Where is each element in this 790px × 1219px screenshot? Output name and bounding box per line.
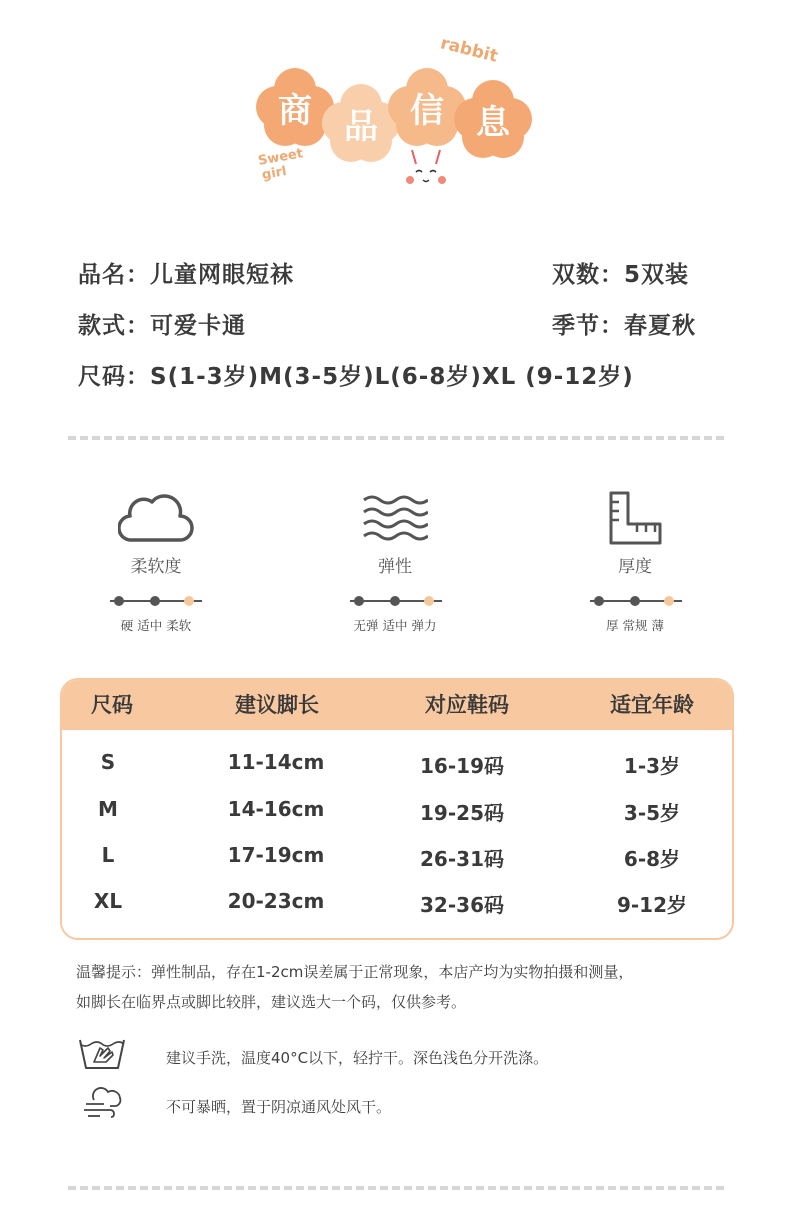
tip-line-2: 如脚长在临界点或脚比较胖，建议选大一个码，仅供参考。 <box>76 993 467 1011</box>
table-header-cell: 建议脚长 <box>235 693 319 717</box>
divider <box>68 436 724 440</box>
size-table <box>60 678 734 940</box>
table-cell: 20-23cm <box>227 889 325 913</box>
table-cell: 11-14cm <box>227 750 325 774</box>
feature-label-softness: 柔软度 <box>130 557 182 577</box>
deco-girl-text: girl <box>260 163 288 184</box>
product-style: 款式：可爱卡通 <box>78 313 246 339</box>
product-season: 季节：春夏秋 <box>552 313 696 339</box>
table-header-cell: 对应鞋码 <box>425 693 509 717</box>
deco-rabbit-text: rabbit <box>438 33 500 67</box>
thickness-scale <box>590 594 682 608</box>
waves-icon <box>362 494 428 542</box>
softness-scale <box>110 594 202 608</box>
elasticity-scale <box>350 594 442 608</box>
feature-label-elasticity: 弹性 <box>378 557 412 577</box>
table-cell: 19-25码 <box>420 801 504 825</box>
care-wash-text: 建议手洗，温度40°C以下，轻拧干。深色浅色分开洗涤。 <box>166 1049 549 1067</box>
table-cell: 6-8岁 <box>623 847 681 871</box>
table-cell: 32-36码 <box>420 893 504 917</box>
title-flower-4 <box>454 80 532 158</box>
table-cell: 17-19cm <box>227 843 325 867</box>
table-cell: L <box>101 843 115 867</box>
ruler-icon <box>608 490 664 546</box>
cloud-icon <box>118 490 194 546</box>
product-name: 品名：儿童网眼短袜 <box>78 262 294 288</box>
table-cell: 14-16cm <box>227 797 325 821</box>
tip-line-1: 温馨提示：弹性制品，存在1-2cm误差属于正常现象，本店产均为实物拍摄和测量， <box>76 963 634 981</box>
hand-wash-icon <box>78 1036 126 1072</box>
care-dry-text: 不可暴晒，置于阴凉通风处风干。 <box>166 1098 392 1116</box>
shade-dry-icon <box>82 1084 124 1120</box>
table-cell: S <box>100 750 116 774</box>
table-header <box>62 680 732 730</box>
thickness-scale-text: 厚 常规 薄 <box>606 618 664 633</box>
title-char: 信 <box>410 90 444 131</box>
table-cell: 9-12岁 <box>616 893 688 917</box>
product-sizes: 尺码：S(1-3岁)M(3-5岁)L(6-8岁)XL (9-12岁) <box>78 364 634 390</box>
table-cell: M <box>98 797 118 821</box>
elasticity-scale-text: 无弹 适中 弹力 <box>353 618 437 633</box>
table-cell: 3-5岁 <box>623 801 681 825</box>
table-cell: XL <box>93 889 123 913</box>
table-header-cell: 适宜年龄 <box>610 693 694 717</box>
table-cell: 26-31码 <box>420 847 504 871</box>
table-header-cell: 尺码 <box>91 693 133 717</box>
feature-label-thickness: 厚度 <box>618 557 652 577</box>
bunny-face-icon <box>396 146 456 194</box>
table-cell: 16-19码 <box>420 754 504 778</box>
divider-bottom <box>68 1186 724 1190</box>
title-char: 商 <box>278 90 312 131</box>
pair-count: 双数：5双装 <box>552 262 690 288</box>
table-cell: 1-3岁 <box>623 754 681 778</box>
title-char: 息 <box>476 102 510 143</box>
softness-scale-text: 硬 适中 柔软 <box>120 618 192 633</box>
title-char: 品 <box>344 106 378 147</box>
deco-sweet-text: Sweet <box>257 146 305 169</box>
